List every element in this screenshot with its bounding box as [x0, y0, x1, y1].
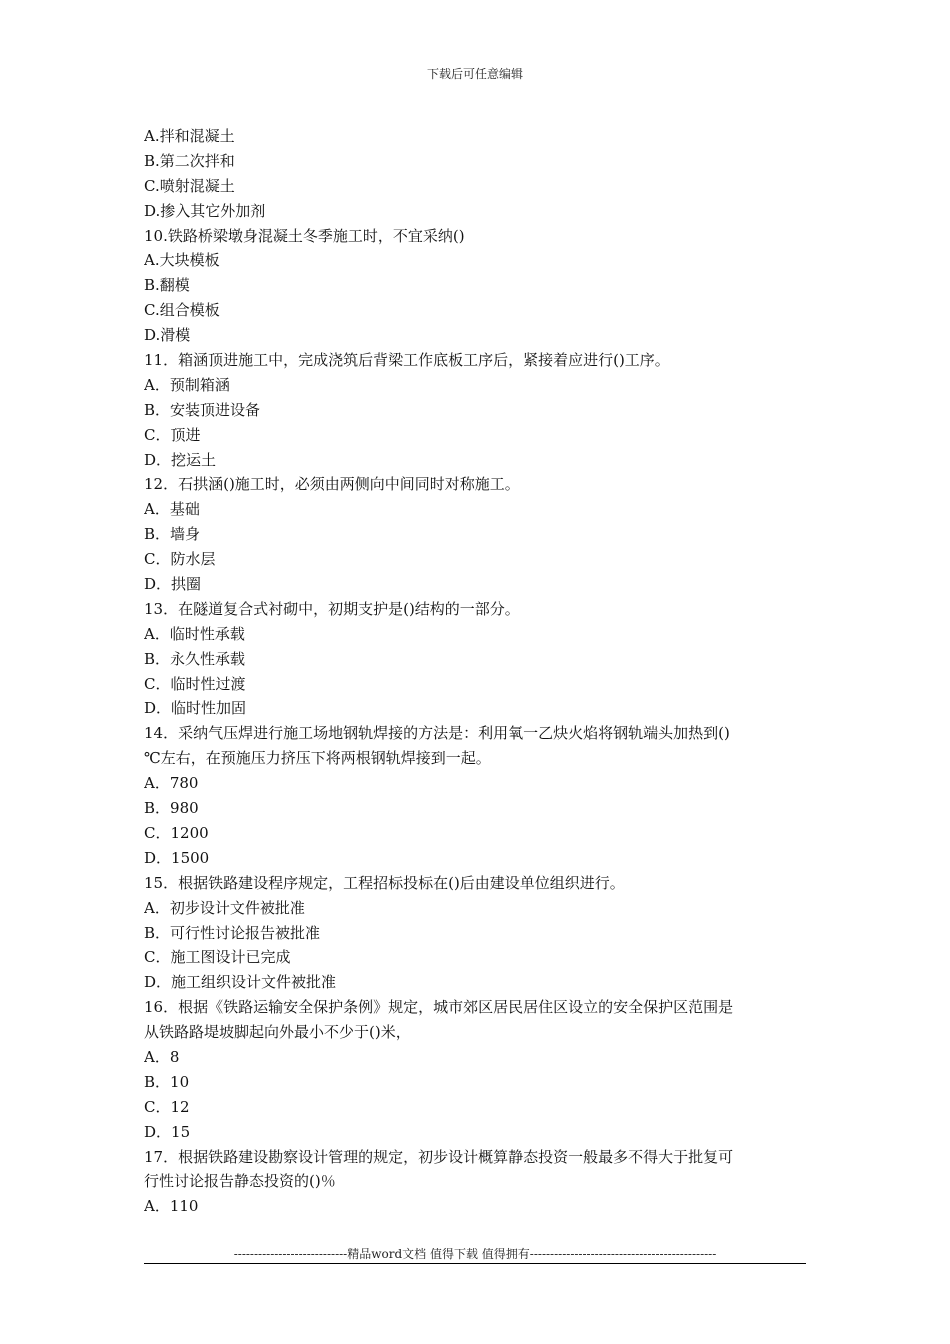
question-11: 11．箱涵顶进施工中，完成浇筑后背梁工作底板工序后，紧接着应进行()工序。 [144, 351, 670, 370]
option-line: C．顶进 [144, 425, 201, 444]
option-line: C．防水层 [144, 550, 216, 569]
option-line: A．基础 [144, 500, 200, 519]
question-16: 16．根据《铁路运输安全保护条例》规定，城市郊区居民居住区设立的安全保护区范围是 [144, 998, 734, 1017]
question-13: 13．在隧道复合式衬砌中，初期支护是()结构的一部分。 [144, 599, 520, 618]
option-line: B.翻模 [144, 276, 190, 295]
option-line: A.大块模板 [144, 251, 220, 270]
option-line: B．安装顶进设备 [144, 400, 261, 419]
option-line: D．1500 [144, 848, 210, 867]
question-14: 14．采纳气压焊进行施工场地钢轨焊接的方法是：利用氧一乙炔火焰将钢轨端头加热到() [144, 724, 730, 743]
option-line: C．12 [144, 1097, 190, 1116]
option-line: D．临时性加固 [144, 699, 247, 718]
option-line: B．可行性讨论报告被批准 [144, 923, 321, 942]
question-10: 10.铁路桥梁墩身混凝土冬季施工时，不宜采纳() [144, 226, 465, 245]
question-16-continued: 从铁路路堤坡脚起向外最小不少于()米， [144, 1023, 411, 1042]
option-line: A.拌和混凝土 [144, 127, 235, 145]
option-line: B．10 [144, 1072, 190, 1091]
option-line: A．初步设计文件被批准 [144, 898, 305, 917]
option-line: A．8 [144, 1047, 180, 1066]
document-body [144, 124, 814, 1219]
option-line: C．施工图设计已完成 [144, 948, 291, 967]
option-line: D．拱圈 [144, 575, 202, 594]
option-line: B.第二次拌和 [144, 151, 235, 170]
question-12: 12．石拱涵()施工时，必须由两侧向中间同时对称施工。 [144, 475, 520, 494]
page-header: 下载后可任意编辑 [426, 67, 523, 81]
question-17: 17．根据铁路建设勘察设计管理的规定，初步设计概算静态投资一般最多不得大于批复可 [144, 1147, 734, 1166]
page-footer: ----------------------------精品word文档 值得下载 值得拥有---------------------------------------------- [233, 1247, 717, 1261]
option-line: D.滑模 [144, 326, 191, 345]
option-line: A．780 [144, 774, 199, 793]
question-15: 15．根据铁路建设程序规定，工程招标投标在()后由建设单位组织进行。 [144, 873, 625, 892]
question-17-continued: 行性讨论报告静态投资的()％ [144, 1172, 336, 1191]
option-line: C．1200 [144, 823, 209, 842]
option-line: D．15 [144, 1122, 191, 1141]
option-line: A．110 [144, 1197, 199, 1216]
option-line: B．永久性承载 [144, 649, 246, 668]
option-line: D．施工组织设计文件被批准 [144, 973, 337, 992]
footer-divider [144, 1263, 806, 1264]
option-line: C．临时性过渡 [144, 674, 246, 693]
option-line: C.组合模板 [144, 301, 220, 320]
option-line: A．预制箱涵 [144, 375, 230, 394]
option-line: D.掺入其它外加剂 [144, 201, 266, 220]
option-line: D．挖运土 [144, 450, 217, 469]
question-14-continued: ℃左右，在预施压力挤压下将两根钢轨焊接到一起。 [144, 749, 491, 768]
option-line: B．墙身 [144, 525, 201, 544]
option-line: C.喷射混凝土 [144, 176, 235, 195]
option-line: A．临时性承载 [144, 624, 245, 643]
option-line: B．980 [144, 799, 199, 818]
